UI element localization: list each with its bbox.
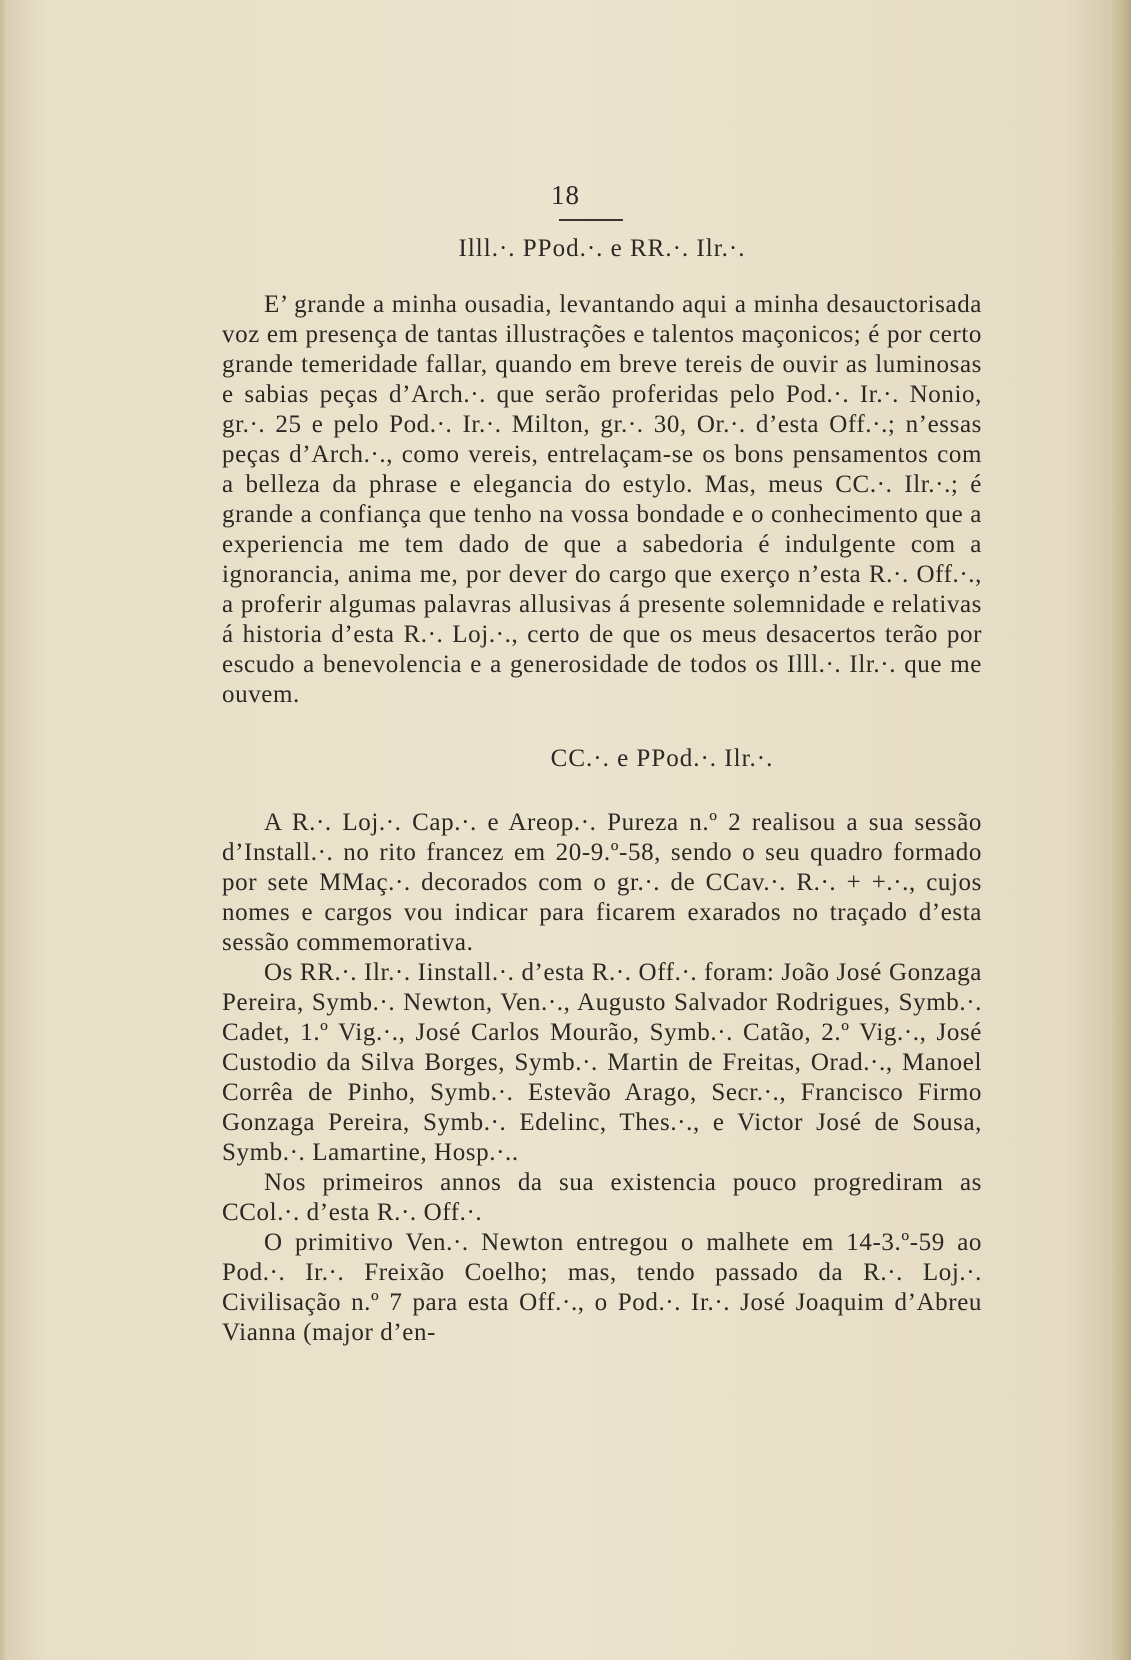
page-right-edge	[1109, 0, 1131, 1660]
page-number: 18	[551, 180, 580, 210]
page-left-edge	[0, 0, 8, 1660]
paragraph-early-years: Nos primeiros annos da sua existencia pouco progrediram as CCol.·. d’esta R.·. Off.·.	[222, 1169, 982, 1226]
paragraph-officers: Os RR.·. Ilr.·. Iinstall.·. d’esta R.·. Off.·. foram: João José Gonzaga Pereira, Symb.·. Newton, Ven.·., Augusto Salvador Rodrigues, Symb.·. Cadet, 1.º Vig.·., José Carlos Mourão, Symb.·. Catão, 2.º Vig.·., José Custodio da Silva Borges, Symb.·. Martin de Freitas, Orad.·., Manoel Corrêa de Pinho, Symb.·. Estevão Arago, Secr.·., Francisco Firmo Gonzaga Pereira, Symb.·. Edelinc, Thes.·., e Victor José de Sousa, Symb.·. Lamartine, Hosp.·..	[222, 959, 982, 1166]
paragraph-primitive-ven: O primitivo Ven.·. Newton entregou o malhete em 14-3.º-59 ao Pod.·. Ir.·. Freixão Coelho; mas, tendo passado da R.·. Loj.·. Civilisação n.º 7 para esta Off.·., o Pod.·. Ir.·. José Joaquim d’Abreu Vianna (major d’en-	[222, 1229, 982, 1346]
paragraph-opening: E’ grande a minha ousadia, levantando aqui a minha desauctorisada voz em presença de tantas illustrações e talentos maçonicos; é por certo grande temeridade fallar, quando em breve tereis de ouvir as luminosas e sabias peças d’Arch.·. que serão proferidas pelo Pod.·. Ir.·. Nonio, gr.·. 25 e pelo Pod.·. Ir.·. Milton, gr.·. 30, Or.·. d’esta Off.·.; n’essas peças d’Arch.·., como vereis, entrelaçam-se os bons pensamentos com a belleza da phrase e elegancia do estylo. Mas, meus CC.·. Ilr.·.; é grande a confiança que tenho na vossa bondade e o conhecimento que a experiencia me tem dado de que a sabedoria é indulgente com a ignorancia, anima me, por dever do cargo que exerço n’esta R.·. Off.·., a proferir algumas palavras allusivas á presente solemnidade e relativas á historia d’esta R.·. Loj.·., certo de que os meus desacertos terão por escudo a benevolencia e a generosidade de todos os Illl.·. Ilr.·. que me ouvem.	[222, 291, 982, 708]
body-text	[222, 234, 982, 1348]
salutation-heading-2: CC.·. e PPod.·. Ilr.·.	[550, 745, 774, 772]
salutation-heading: Illl.·. PPod.·. e RR.·. Ilr.·.	[458, 235, 746, 262]
paragraph-installation: A R.·. Loj.·. Cap.·. e Areop.·. Pureza n.º 2 realisou a sua sessão d’Install.·. no rito francez em 20-9.º-58, sendo o seu quadro formado por sete MMaç.·. decorados com o gr.·. de CCav.·. R.·. + +.·., cujos nomes e cargos vou indicar para ficarem exarados no traçado d’esta sessão commemorativa.	[222, 809, 982, 956]
page-number-rule	[559, 219, 623, 221]
